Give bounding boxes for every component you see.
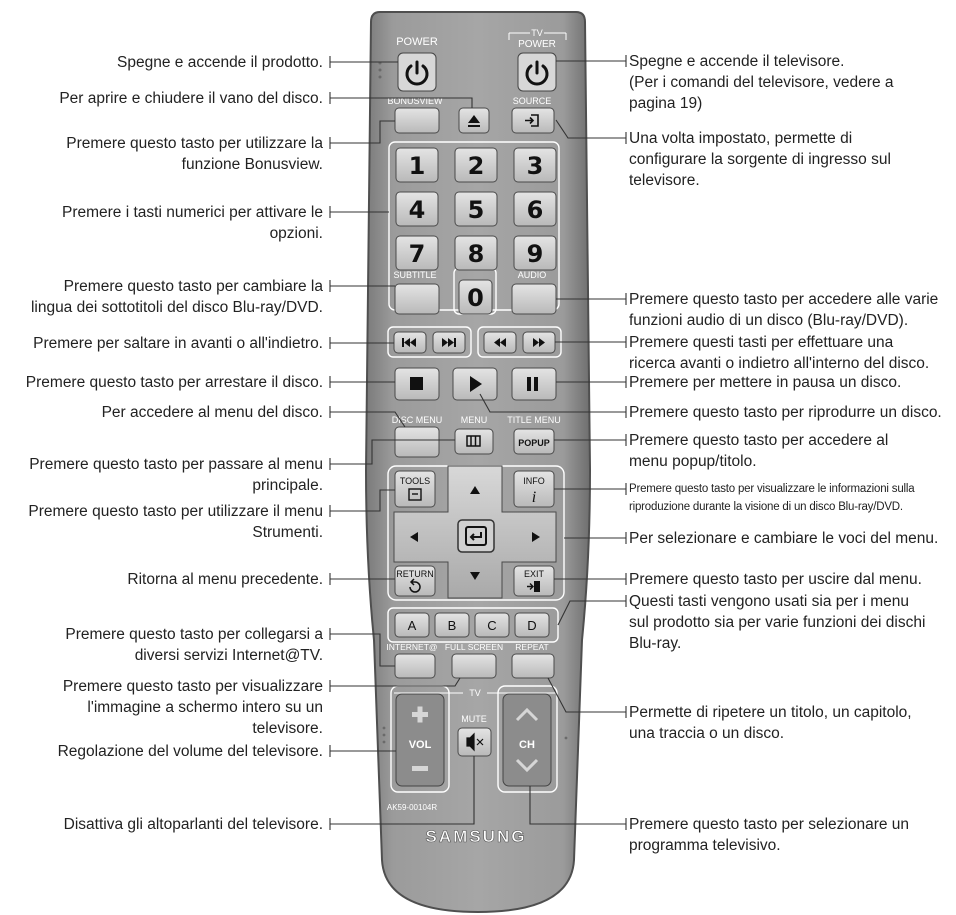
disc-menu-button[interactable] — [395, 427, 439, 457]
annotation-menu: Premere questo tasto per passare al menu principale. — [29, 456, 323, 494]
digit-label-2: 2 — [467, 152, 485, 180]
subtitle-label: SUBTITLE — [393, 270, 437, 280]
vol-label: VOL — [408, 739, 432, 751]
annotation-power: Spegne e accende il prodotto. — [117, 54, 323, 71]
power-label: POWER — [396, 36, 438, 48]
annotation-stop: Premere questo tasto per arrestare il disco. — [25, 374, 323, 391]
bonusview-button[interactable] — [395, 108, 439, 133]
digit-label-4: 4 — [408, 196, 426, 224]
annotation-navigation: Per selezionare e cambiare le voci del menu. — [629, 530, 939, 547]
color-key-label-c: C — [487, 618, 497, 633]
source-label: SOURCE — [512, 96, 552, 106]
color-key-label-d: D — [527, 618, 537, 633]
digit-label-5: 5 — [467, 196, 485, 224]
annotation-channel: Premere questo tasto per selezionare un programma televisivo. — [629, 816, 910, 854]
annotation-tools: Premere questo tasto per utilizzare il menu Strumenti. — [28, 503, 323, 541]
subtitle-button[interactable] — [395, 284, 439, 314]
tv-power-label: POWER — [518, 39, 556, 50]
color-key-label-b: B — [447, 618, 457, 633]
digit-label-0: 0 — [467, 284, 484, 312]
full-screen-button[interactable] — [452, 654, 496, 678]
annotation-volume: Regolazione del volume del televisore. — [57, 743, 323, 760]
popup-key-label: POPUP — [518, 438, 550, 448]
annotation-internet: Premere questo tasto per collegarsi a diversi servizi Internet@TV. — [65, 626, 323, 664]
digit-label-7: 7 — [408, 240, 426, 268]
digit-label-6: 6 — [526, 196, 544, 224]
ch-label: CH — [519, 739, 535, 751]
internet-label: INTERNET@ — [386, 642, 438, 652]
model-number: AK59-00104R — [386, 803, 438, 812]
audio-label: AUDIO — [517, 270, 547, 280]
disc-menu-label: DISC MENU — [391, 415, 443, 425]
title-menu-label: TITLE MENU — [507, 415, 561, 425]
annotation-eject: Per aprire e chiudere il vano del disco. — [59, 90, 323, 107]
samsung-logo: SAMSUNG — [425, 827, 527, 846]
annotation-search: Premere questi tasti per effettuare una ricerca avanti o indietro all'interno del disco. — [629, 334, 930, 372]
return-key-label: RETURN — [396, 569, 434, 579]
info-key-label: INFO — [523, 476, 545, 486]
annotation-audio: Premere questo tasto per accedere alle varie funzioni audio di un disco (Blu-ray/DVD). — [629, 291, 939, 329]
annotation-full-screen: Premere questo tasto per visualizzare l'immagine a schermo intero su un televisore. — [62, 678, 323, 737]
annotation-subtitle: Premere questo tasto per cambiare la lingua dei sottotitoli del disco Blu-ray/DVD. — [30, 278, 323, 316]
volume-down-icon[interactable] — [412, 766, 428, 771]
annotation-mute: Disattiva gli altoparlanti del televisore. — [63, 816, 323, 833]
bonusview-label: BONUSVIEW — [387, 96, 443, 106]
annotation-repeat: Permette di ripetere un titolo, un capitolo, una traccia o un disco. — [629, 704, 912, 742]
digit-label-8: 8 — [467, 240, 485, 268]
annotation-tv-power: Spegne e accende il televisore. (Per i comandi del televisore, vedere a pagina 19) — [629, 53, 894, 112]
menu-label: MENU — [460, 415, 488, 425]
annotation-bonusview: Premere questo tasto per utilizzare la funzione Bonusview. — [66, 135, 323, 173]
internet-button[interactable] — [395, 654, 435, 678]
menu-button[interactable] — [455, 429, 493, 454]
tv-bottom-label: TV — [469, 688, 481, 698]
repeat-label: REPEAT — [515, 642, 549, 652]
annotation-color-keys: Questi tasti vengono usati sia per i menu sul prodotto sia per varie funzioni dei dischi Blu-ray. — [629, 593, 926, 652]
tv-group-label: TV — [531, 28, 543, 38]
color-key-label-a: A — [407, 618, 417, 633]
info-icon: i — [531, 489, 537, 506]
tools-key-label: TOOLS — [399, 476, 431, 486]
repeat-button[interactable] — [512, 654, 554, 678]
annotation-exit: Premere questo tasto per uscire dal menu. — [629, 571, 922, 588]
digit-label-3: 3 — [526, 152, 544, 180]
annotation-pause: Premere per mettere in pausa un disco. — [629, 374, 902, 391]
annotation-number-keys: Premere i tasti numerici per attivare le opzioni. — [61, 204, 323, 242]
annotation-popup: Premere questo tasto per accedere al menu popup/titolo. — [629, 432, 889, 470]
annotation-info: Premere questo tasto per visualizzare le informazioni sulla riproduzione durante la visione di un disco Blu-ray/DVD. — [629, 483, 915, 513]
digit-label-1: 1 — [408, 152, 426, 180]
annotation-play: Premere questo tasto per riprodurre un disco. — [629, 404, 942, 421]
digit-label-9: 9 — [526, 240, 544, 268]
annotation-return: Ritorna al menu precedente. — [127, 571, 323, 588]
audio-button[interactable] — [512, 284, 556, 314]
full-screen-label: FULL SCREEN — [444, 642, 504, 652]
annotation-skip: Premere per saltare in avanti o all'indietro. — [33, 335, 323, 352]
exit-key-label: EXIT — [523, 569, 545, 579]
stop-icon — [410, 377, 423, 390]
annotation-source: Una volta impostato, permette di configurare la sorgente di ingresso sul televisore. — [629, 130, 891, 189]
annotation-disc-menu: Per accedere al menu del disco. — [101, 404, 323, 421]
mute-label: MUTE — [461, 714, 487, 724]
